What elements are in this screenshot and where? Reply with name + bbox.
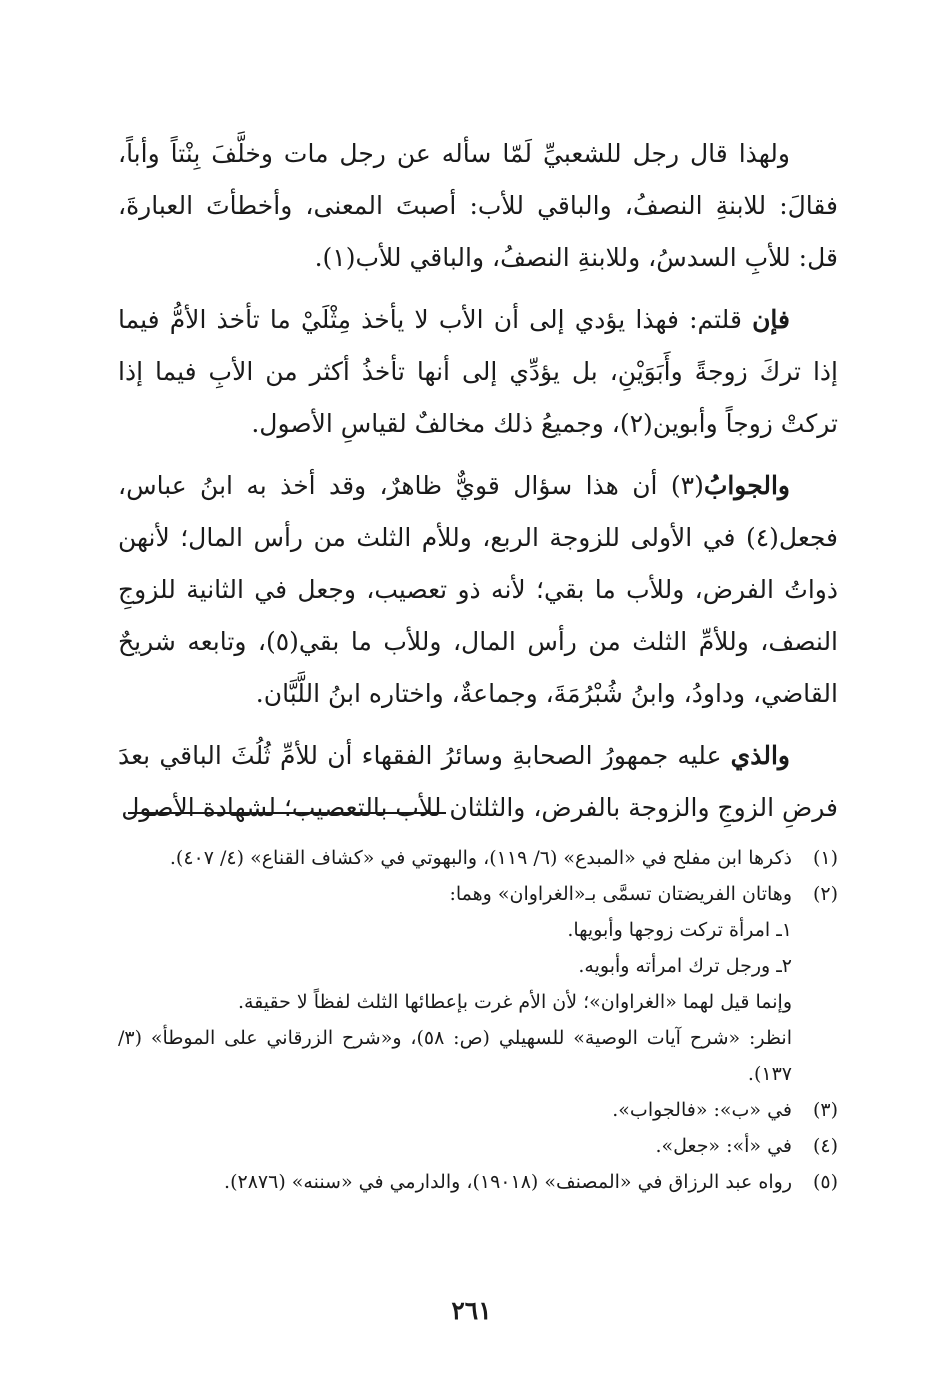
paragraph-2 xyxy=(118,294,838,450)
paragraph-lead: فإن xyxy=(752,305,790,334)
footnote-divider xyxy=(128,812,446,814)
footnote-5 xyxy=(118,1164,838,1200)
footnote-body xyxy=(118,876,792,1092)
footnote-line: وهاتان الفريضتان تسمَّى بـ«الغراوان» وهما: xyxy=(449,883,792,905)
footnote-line: وإنما قيل لهما «الغراوان»؛ لأن الأم غرت بإعطائها الثلث لفظاً لا حقيقة. xyxy=(237,991,792,1013)
footnote-body xyxy=(118,1092,792,1128)
footnotes xyxy=(118,840,838,1200)
paragraph-text: قلتم: فهذا يؤدي إلى أن الأب لا يأخذ مِثْلَيْ ما تأخذ الأمُّ فيما إذا تركَ زوجةً وأَبَوَيْنِ، بل يؤدِّي إلى أنها تأخذُ أكثر من الأبِ فيما إذا تركتْ زوجاً وأبوين(٢)، وجميعُ ذلك مخالفٌ لقياسِ الأصول. xyxy=(118,305,838,438)
footnote-number: (٣) xyxy=(812,1099,838,1121)
footnote-line: رواه عبد الرزاق في «المصنف» (١٩٠١٨)، والدارمي في «سننه» (٢٨٧٦). xyxy=(224,1171,792,1193)
footnote-line: ذكرها ابن مفلح في «المبدع» (٦/ ١١٩)، والبهوتي في «كشاف القناع» (٤/ ٤٠٧). xyxy=(169,847,792,869)
footnote-number: (٥) xyxy=(812,1171,838,1193)
paragraph-3 xyxy=(118,460,838,720)
footnote-line: ١ـ امرأة تركت زوجها وأبويها. xyxy=(567,919,792,941)
footnote-body xyxy=(118,1128,792,1164)
footnote-3 xyxy=(118,1092,838,1128)
footnote-line: في «أ»: «جعل». xyxy=(655,1135,792,1157)
paragraph-4 xyxy=(118,730,838,834)
footnote-body xyxy=(118,840,792,876)
paragraph-lead: والذي xyxy=(730,741,790,770)
paragraph-text: (٣) أن هذا سؤال قويٌّ ظاهرٌ، وقد أخذ به ابنُ عباس، فجعل(٤) في الأولى للزوجة الربع، وللأم الثلث من رأس المال؛ لأنهن ذواتُ الفرض، وللأب ما بقي؛ لأنه ذو تعصيب، وجعل في الثانية للزوجِ النصف، وللأمِّ الثلث من رأس المال، وللأب ما بقي(٥)، وتابعه شريحٌ القاضي، وداودُ، وابنُ شُبْرُمَةَ، وجماعةٌ، واختاره ابنُ اللَّبَّان. xyxy=(118,471,839,708)
footnote-number: (١) xyxy=(812,847,838,869)
footnote-number: (٢) xyxy=(812,883,838,905)
footnote-line: ٢ـ ورجل ترك امرأته وأبويه. xyxy=(578,955,792,977)
footnote-line: انظر: «شرح آيات الوصية» للسهيلي (ص: ٥٨)، و«شرح الزرقاني على الموطأ» (٣/ ١٣٧). xyxy=(118,1027,792,1085)
footnote-line: في «ب»: «فالجواب». xyxy=(612,1099,792,1121)
page-number: ٢٦١ xyxy=(451,1296,492,1325)
footnote-number: (٤) xyxy=(812,1135,838,1157)
paragraph-lead: والجوابُ xyxy=(703,471,790,500)
footnote-1 xyxy=(118,840,838,876)
footnote-2 xyxy=(118,876,838,1092)
paragraph-1 xyxy=(118,128,838,284)
paragraph-text: عليه جمهورُ الصحابةِ وسائرُ الفقهاء أن للأمِّ ثُلُثَ الباقي بعدَ فرضِ الزوجِ والزوجة بالفرض، والثلثان للأب بالتعصيب؛ لشهادة الأصول xyxy=(118,741,838,822)
main-text xyxy=(118,128,838,844)
footnote-4 xyxy=(118,1128,838,1164)
footnote-body xyxy=(118,1164,792,1200)
paragraph-text: ولهذا قال رجل للشعبيِّ لَمّا سأله عن رجل مات وخلَّفَ بِنْتاً وأباً، فقالَ: للابنةِ النصفُ، والباقي للأب: أصبتَ المعنى، وأخطأتَ العبارةَ، قل: للأبِ السدسُ، وللابنةِ النصفُ، والباقي للأب(١). xyxy=(118,139,838,272)
